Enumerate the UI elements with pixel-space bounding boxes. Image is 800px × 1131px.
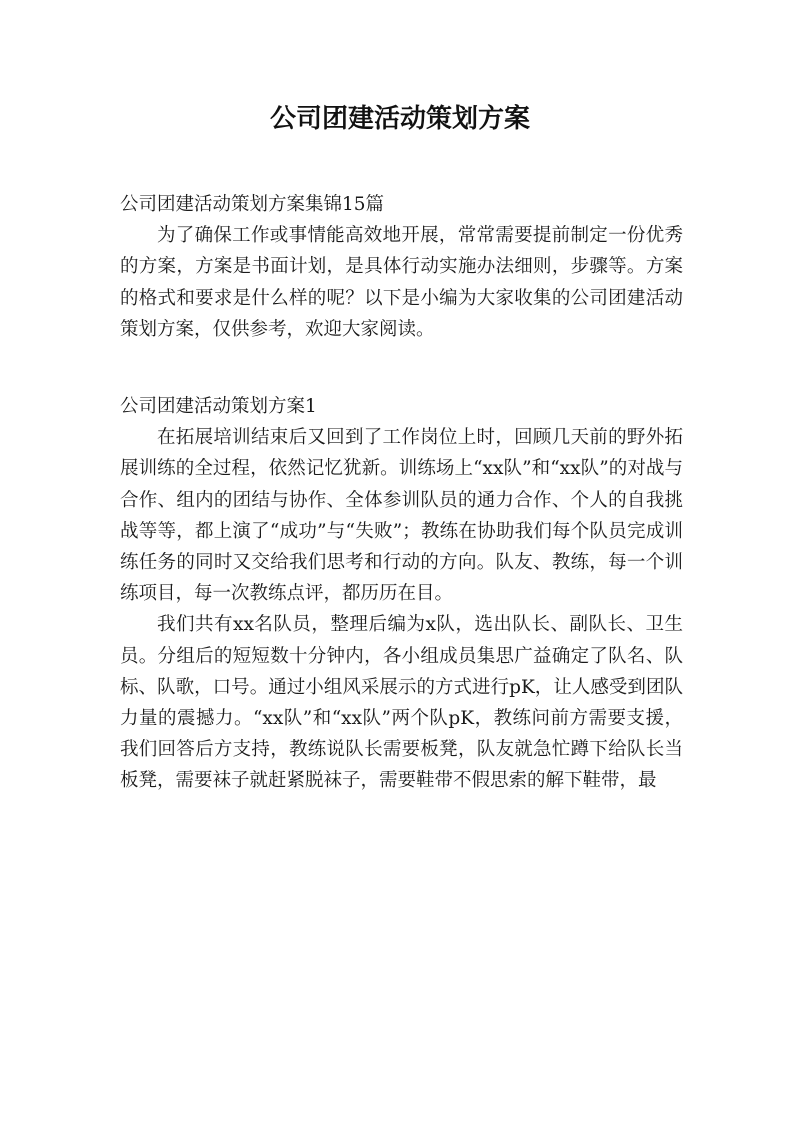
section-1-paragraph-1: 在拓展培训结束后又回到了工作岗位上时，回顾几天前的野外拓展训练的全过程，依然记忆犹新。训练场上“xx队”和“xx队”的对战与合作、组内的团结与协作、全体参训队员的通力合作、个人的自我挑战等等，都上演了“成功”与“失败”；教练在协助我们每个队员完成训练任务的同时又交给我们思考和行动的方向。队友、教练，每一个训练项目，每一次教练点评，都历历在目。 (120, 427, 683, 605)
document-body (120, 189, 683, 797)
section-1-paragraph-2: 我们共有xx名队员，整理后编为x队，选出队长、副队长、卫生员。分组后的短短数十分钟内，各小组成员集思广益确定了队名、队标、队歌，口号。通过小组风采展示的方式进行pK，让人感受到团队力量的震撼力。“xx队”和“xx队”两个队pK，教练问前方需要支援，我们回答后方支持，教练说队长需要板凳，队友就急忙蹲下给队长当板凳，需要袜子就赶紧脱袜子，需要鞋带不假思索的解下鞋带，最 (120, 614, 683, 792)
collection-heading: 公司团建活动策划方案集锦15篇 (120, 194, 385, 215)
section-1-heading: 公司团建活动策划方案1 (120, 396, 317, 418)
section-spacer (120, 345, 683, 391)
intro-paragraph: 为了确保工作或事情能高效地开展，常常需要提前制定一份优秀的方案，方案是书面计划，是具体行动实施办法细则，步骤等。方案的格式和要求是什么样的呢？以下是小编为大家收集的公司团建活动策划方案，仅供参考，欢迎大家阅读。 (120, 225, 683, 340)
document-title: 公司团建活动策划方案 (269, 104, 530, 134)
